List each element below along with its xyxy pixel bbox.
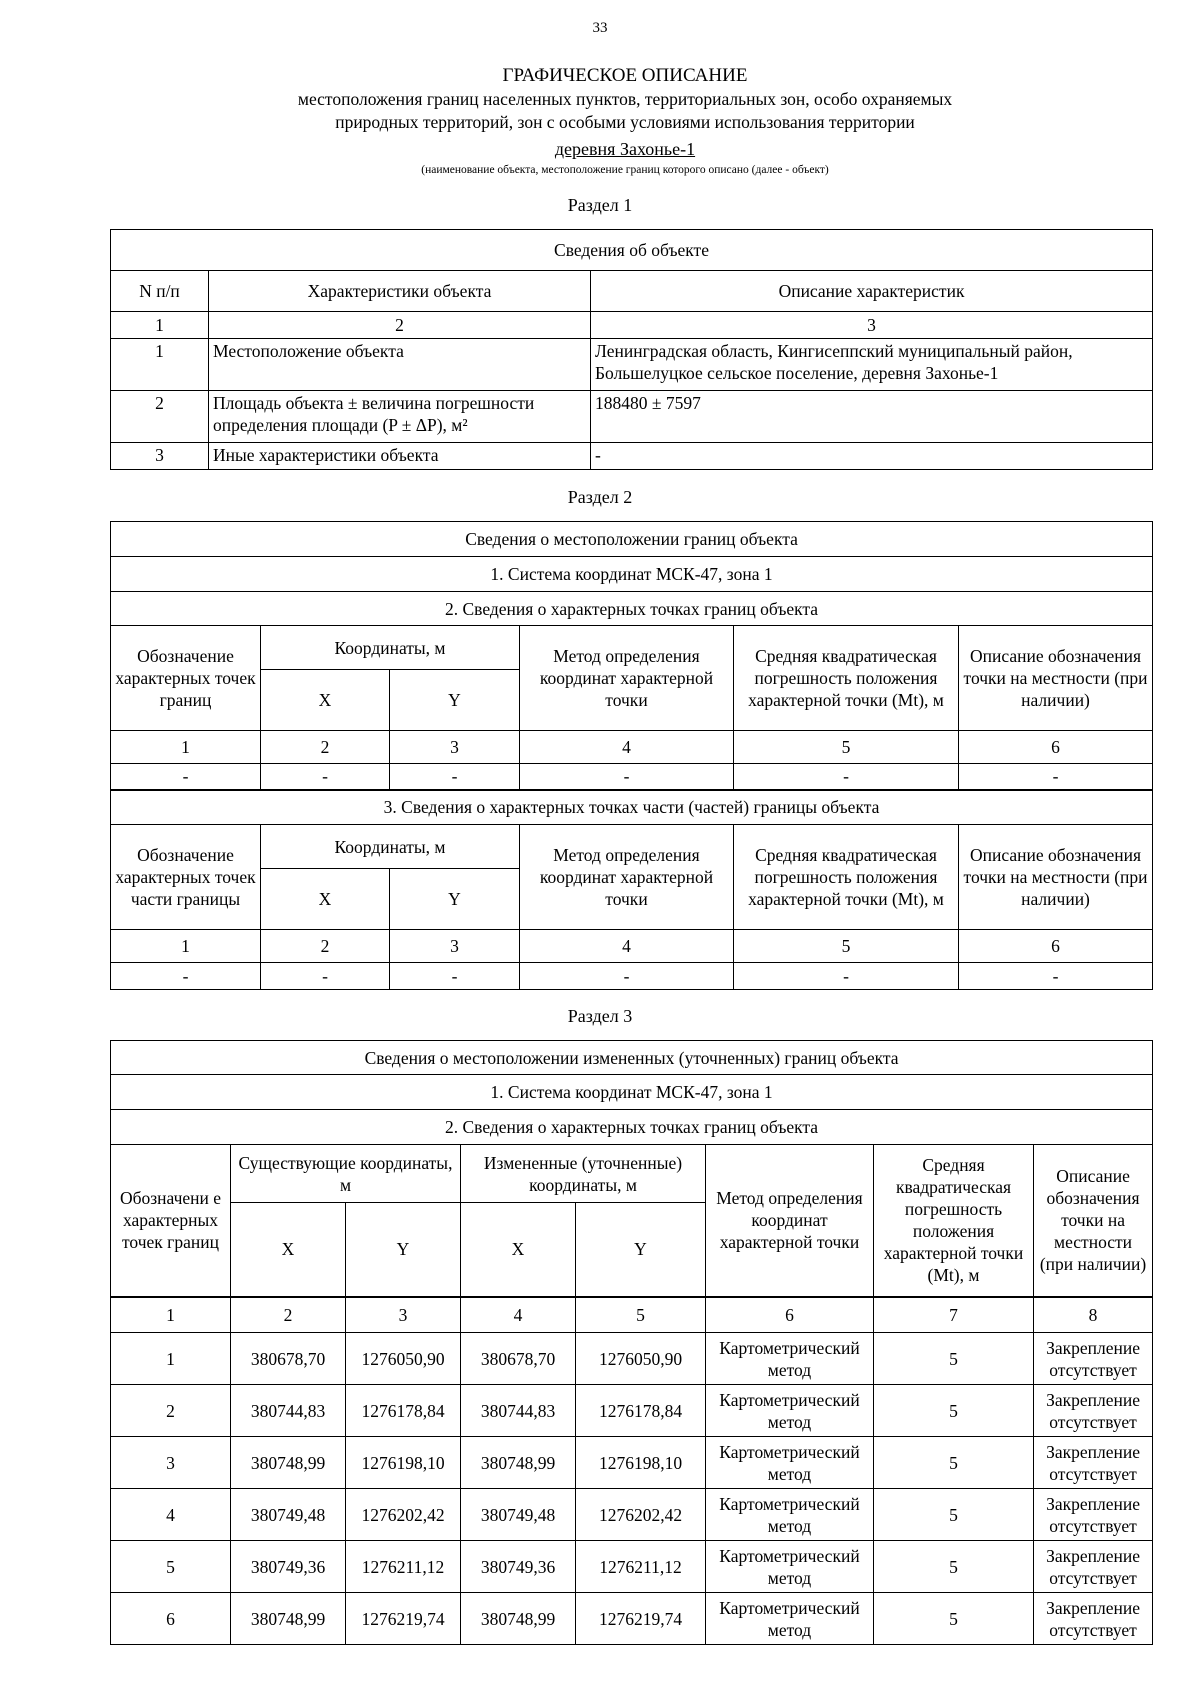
error: 5: [874, 1541, 1034, 1593]
header-error: Средняя квадратическая погрешность положения характерной точки (Mt), м: [734, 825, 959, 930]
row-description: Ленинградская область, Кингисеппский муниципальный район, Большелуцкое сельское поселение, деревня Захонье-1: [591, 339, 1153, 391]
header-x: X: [261, 869, 390, 930]
error: 5: [874, 1593, 1034, 1645]
point-number: 2: [111, 1385, 231, 1437]
empty-cell: -: [959, 764, 1153, 790]
header-changed-coordinates: Измененные (уточненные) координаты, м: [461, 1145, 706, 1203]
point-number: 1: [111, 1333, 231, 1385]
header-error: Средняя квадратическая погрешность положения характерной точки (Mt), м: [734, 626, 959, 731]
empty-cell: -: [390, 764, 520, 790]
row-number: 1: [111, 339, 209, 391]
method: Картометрический метод: [706, 1489, 874, 1541]
subsection-title: 3. Сведения о характерных точках части (частей) границы объекта: [111, 790, 1153, 825]
header-x: X: [261, 670, 390, 731]
subtitle-line-2: природных территорий, зон с особыми условиями использования территории: [335, 112, 915, 132]
header-x: X: [461, 1203, 576, 1297]
existing-y: 1276198,10: [346, 1437, 461, 1489]
header-coordinates: Координаты, м: [261, 626, 520, 670]
method: Картометрический метод: [706, 1437, 874, 1489]
table-row: [111, 963, 1153, 990]
numbering-cell: 5: [576, 1297, 706, 1333]
table-row: [111, 1437, 1153, 1489]
numbering-cell: 3: [390, 731, 520, 764]
description: Закрепление отсутствует: [1034, 1593, 1153, 1645]
existing-y: 1276219,74: [346, 1593, 461, 1645]
empty-cell: -: [111, 764, 261, 790]
existing-x: 380749,48: [231, 1489, 346, 1541]
method: Картометрический метод: [706, 1593, 874, 1645]
error: 5: [874, 1489, 1034, 1541]
section-3-heading: Раздел 3: [567, 1006, 633, 1026]
table-row: [111, 391, 1153, 443]
header-cell: Описание характеристик: [591, 271, 1153, 312]
numbering-cell: 6: [959, 731, 1153, 764]
page-number: 33: [592, 20, 608, 36]
coordinate-system: 1. Система координат МСК-47, зона 1: [111, 557, 1153, 592]
numbering-cell: 1: [111, 312, 209, 339]
object-hint: (наименование объекта, местоположение границ которого описано (далее - объект): [421, 164, 829, 176]
error: 5: [874, 1437, 1034, 1489]
section-3-table: [110, 1040, 1153, 1645]
empty-cell: -: [111, 963, 261, 990]
numbering-cell: 2: [261, 930, 390, 963]
section-2-table: [110, 521, 1153, 990]
empty-cell: -: [734, 963, 959, 990]
numbering-cell: 2: [261, 731, 390, 764]
section-1-table: [110, 229, 1153, 470]
changed-y: 1276202,42: [576, 1489, 706, 1541]
table-title: Сведения о местоположении границ объекта: [111, 522, 1153, 557]
existing-x: 380678,70: [231, 1333, 346, 1385]
table-row: [111, 1385, 1153, 1437]
document-title: ГРАФИЧЕСКОЕ ОПИСАНИЕ: [502, 65, 748, 86]
coordinate-system: 1. Система координат МСК-47, зона 1: [111, 1075, 1153, 1110]
existing-x: 380744,83: [231, 1385, 346, 1437]
empty-cell: -: [520, 764, 734, 790]
description: Закрепление отсутствует: [1034, 1385, 1153, 1437]
empty-cell: -: [520, 963, 734, 990]
numbering-cell: 4: [461, 1297, 576, 1333]
point-number: 6: [111, 1593, 231, 1645]
header-description: Описание обозначения точки на местности (при наличии): [959, 626, 1153, 731]
section-2-heading: Раздел 2: [567, 487, 633, 507]
table-row: [111, 764, 1153, 790]
existing-y: 1276211,12: [346, 1541, 461, 1593]
numbering-cell: 8: [1034, 1297, 1153, 1333]
method: Картометрический метод: [706, 1333, 874, 1385]
numbering-cell: 6: [959, 930, 1153, 963]
header-coordinates: Координаты, м: [261, 825, 520, 869]
numbering-cell: 3: [346, 1297, 461, 1333]
title-block: [100, 64, 1150, 178]
row-characteristic: Площадь объекта ± величина погрешности определения площади (P ± ΔP), м²: [209, 391, 591, 443]
error: 5: [874, 1385, 1034, 1437]
table-row: [111, 443, 1153, 470]
existing-y: 1276202,42: [346, 1489, 461, 1541]
numbering-cell: 1: [111, 1297, 231, 1333]
numbering-cell: 3: [390, 930, 520, 963]
existing-y: 1276178,84: [346, 1385, 461, 1437]
empty-cell: -: [959, 963, 1153, 990]
table-row: [111, 1541, 1153, 1593]
changed-x: 380749,48: [461, 1489, 576, 1541]
header-x: X: [231, 1203, 346, 1297]
changed-x: 380748,99: [461, 1437, 576, 1489]
header-description: Описание обозначения точки на местности (при наличии): [1034, 1145, 1153, 1297]
existing-x: 380748,99: [231, 1437, 346, 1489]
changed-y: 1276219,74: [576, 1593, 706, 1645]
changed-x: 380749,36: [461, 1541, 576, 1593]
changed-y: 1276178,84: [576, 1385, 706, 1437]
existing-x: 380748,99: [231, 1593, 346, 1645]
empty-cell: -: [261, 963, 390, 990]
numbering-cell: 1: [111, 731, 261, 764]
subtitle-line-1: местоположения границ населенных пунктов, территориальных зон, особо охраняемых: [297, 89, 953, 109]
changed-x: 380744,83: [461, 1385, 576, 1437]
header-method: Метод определения координат характерной точки: [520, 825, 734, 930]
numbering-cell: 3: [591, 312, 1153, 339]
empty-cell: -: [734, 764, 959, 790]
changed-x: 380748,99: [461, 1593, 576, 1645]
table-row: [111, 339, 1153, 391]
header-y: Y: [390, 670, 520, 731]
header-cell: Характеристики объекта: [209, 271, 591, 312]
header-y: Y: [346, 1203, 461, 1297]
method: Картометрический метод: [706, 1385, 874, 1437]
subsection-title: 2. Сведения о характерных точках границ объекта: [111, 592, 1153, 626]
object-name: деревня Захонье-1: [554, 139, 696, 159]
error: 5: [874, 1333, 1034, 1385]
point-number: 3: [111, 1437, 231, 1489]
numbering-cell: 5: [734, 731, 959, 764]
existing-x: 380749,36: [231, 1541, 346, 1593]
numbering-cell: 5: [734, 930, 959, 963]
description: Закрепление отсутствует: [1034, 1489, 1153, 1541]
numbering-cell: 2: [209, 312, 591, 339]
numbering-cell: 1: [111, 930, 261, 963]
header-point-designation: Обозначени е характерных точек границ: [111, 1145, 231, 1297]
header-cell: N п/п: [111, 271, 209, 312]
numbering-cell: 7: [874, 1297, 1034, 1333]
header-method: Метод определения координат характерной точки: [706, 1145, 874, 1297]
changed-x: 380678,70: [461, 1333, 576, 1385]
numbering-cell: 4: [520, 930, 734, 963]
description: Закрепление отсутствует: [1034, 1333, 1153, 1385]
row-description: -: [591, 443, 1153, 470]
point-number: 4: [111, 1489, 231, 1541]
header-method: Метод определения координат характерной точки: [520, 626, 734, 731]
row-characteristic: Местоположение объекта: [209, 339, 591, 391]
changed-y: 1276211,12: [576, 1541, 706, 1593]
header-point-designation: Обозначение характерных точек границ: [111, 626, 261, 731]
header-y: Y: [576, 1203, 706, 1297]
row-number: 3: [111, 443, 209, 470]
existing-y: 1276050,90: [346, 1333, 461, 1385]
header-description: Описание обозначения точки на местности (при наличии): [959, 825, 1153, 930]
method: Картометрический метод: [706, 1541, 874, 1593]
description: Закрепление отсутствует: [1034, 1437, 1153, 1489]
row-characteristic: Иные характеристики объекта: [209, 443, 591, 470]
table-title: Сведения о местоположении измененных (уточненных) границ объекта: [111, 1041, 1153, 1075]
empty-cell: -: [261, 764, 390, 790]
changed-y: 1276198,10: [576, 1437, 706, 1489]
description: Закрепление отсутствует: [1034, 1541, 1153, 1593]
table-title: Сведения об объекте: [111, 230, 1153, 271]
numbering-cell: 6: [706, 1297, 874, 1333]
empty-cell: -: [390, 963, 520, 990]
changed-y: 1276050,90: [576, 1333, 706, 1385]
row-description: 188480 ± 7597: [591, 391, 1153, 443]
section-1-heading: Раздел 1: [567, 195, 633, 215]
header-y: Y: [390, 869, 520, 930]
header-point-designation: Обозначение характерных точек части границы: [111, 825, 261, 930]
table-row: [111, 1593, 1153, 1645]
numbering-cell: 4: [520, 731, 734, 764]
row-number: 2: [111, 391, 209, 443]
table-row: [111, 1333, 1153, 1385]
point-number: 5: [111, 1541, 231, 1593]
header-existing-coordinates: Существующие координаты, м: [231, 1145, 461, 1203]
numbering-cell: 2: [231, 1297, 346, 1333]
table-row: [111, 1489, 1153, 1541]
header-error: Средняя квадратическая погрешность положения характерной точки (Mt), м: [874, 1145, 1034, 1297]
subsection-title: 2. Сведения о характерных точках границ объекта: [111, 1110, 1153, 1145]
